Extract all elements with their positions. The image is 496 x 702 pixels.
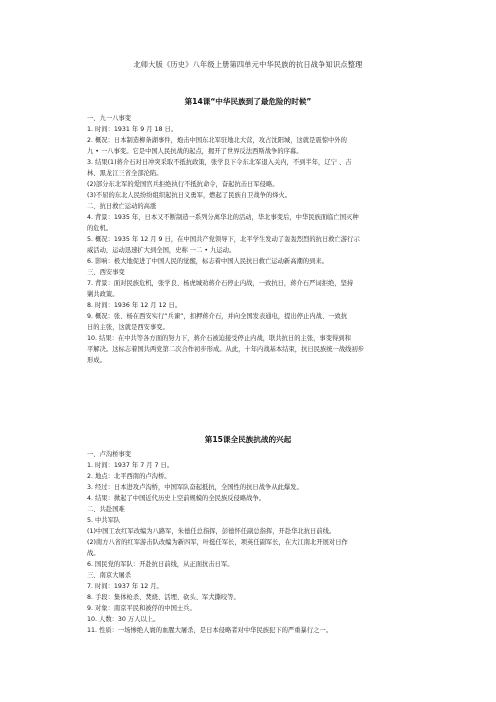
text-line: 平解决。这标志着国共两党第二次合作初步形成。从此，十年内战基本结束，抗日民族统一战线初步 <box>87 346 365 353</box>
text-line: 林、黑龙江三省全部沦陷。 <box>87 170 163 177</box>
lesson-15-title: 第15课全民族抗战的兴起 <box>204 435 292 444</box>
lesson-14-body <box>87 113 422 366</box>
text-line: 威活动，运动迅速扩大到全国，史称 一二 • 九运动。 <box>87 247 236 254</box>
text-line: 8. 时间：1936 年 12 月 12 日。 <box>87 302 182 309</box>
text-line: 4. 背景：1935 年，日本又不断制造一系列分离华北的活动，华北事变后，中华民族面临亡国灭种 <box>87 214 359 221</box>
lesson-14-title: 第14课“中华民族到了最危险的时候” <box>184 97 312 106</box>
text-line: 5. 概况：1935 年 12 月 9 日，在中国共产党领导下，北平学生发动了轰轰烈烈的抗日救亡游行示 <box>87 236 360 243</box>
text-line: 二、共赴国难 <box>87 506 125 513</box>
text-line: 1. 时间：1937 年 7 月 7 日。 <box>87 462 174 469</box>
text-line: 二、抗日救亡运动的高涨 <box>87 203 157 210</box>
text-line: 10. 人数：30 万人以上。 <box>87 616 160 623</box>
text-line: 一、卢沟桥事变 <box>87 451 132 458</box>
text-line: 九 • 一八事变。它是中国人民抗战的起点，揭开了世界反法西斯战争的序幕。 <box>87 148 303 155</box>
text-line: 7. 时间：1937 年 12 月。 <box>87 583 163 590</box>
text-line: 11. 性质：一场惨绝人寰的血腥大屠杀，是日本侵略者对中华民族犯下的严重暴行之一。 <box>87 627 333 634</box>
text-line: 7. 背景：面对民族危机，张学良、杨虎城劝蒋介石停止内战，一致抗日，蒋介石严词拒绝，坚持 <box>87 280 354 287</box>
text-line: 2. 地点：北平西南的卢沟桥。 <box>87 473 171 480</box>
text-line: 战。 <box>87 550 100 557</box>
text-line: 3. 结果(1)蒋介石对日冲突采取不抵抗政策，张学良下令东北军退入关内，不到半年，辽宁 、吉 <box>87 159 352 166</box>
text-line: (2)部分东北军的爱国官兵拒绝执行不抵抗命令，奋起抗击日军侵略。 <box>87 181 279 188</box>
text-line: 三、南京大屠杀 <box>87 572 132 579</box>
text-line: 的危机。 <box>87 225 113 232</box>
text-line: 2. 概况：日本制造柳条湖事件，炮击中国东北军驻地北大营，攻占沈阳城，这就是震惊中外的 <box>87 137 347 144</box>
text-line: 6. 影响：极大地促进了中国人民的觉醒，标志着中国人民抗日救亡运动新高潮的到来。 <box>87 258 328 265</box>
text-line: 三、西安事变 <box>87 269 125 276</box>
text-line: 一、九一八事变 <box>87 115 132 122</box>
text-line: 10. 结果：在中共等各方面的努力下，蒋介石被迫接受停止内战，联共抗日的主张，事变得到和 <box>87 335 351 342</box>
text-line: 8. 手段：集体枪杀、焚烧、活埋、砍头、军犬撕咬等。 <box>87 594 240 601</box>
lesson-15-body <box>87 449 422 636</box>
text-line: 剿共政策。 <box>87 291 119 298</box>
text-line: (2)南方八省的红军游击队改编为新四军，叶挺任军长，项英任副军长，在大江南北开展对日作 <box>87 539 348 546</box>
text-line: 形成。 <box>87 357 106 364</box>
text-line: 9. 概况：张、杨在西安实行“兵谏”，扣押蒋介石，并向全国发表通电，提出停止内战、一致抗 <box>87 313 348 320</box>
document-title: 北师大版《历史》八年级上册第四单元中华民族的抗日战争知识点整理 <box>133 60 363 69</box>
text-line: 4. 结果：掀起了中国近代历史上空前规模的全民族反侵略战争。 <box>87 495 266 502</box>
text-line: (3)不屈的东北人民纷纷组织起抗日义勇军，燃起了民族自卫战争的烽火。 <box>87 192 292 199</box>
text-line: (1)中国工农红军改编为八路军，朱德任总指挥，彭德怀任副总指挥，开赴华北抗日前线。 <box>87 528 336 535</box>
text-line: 5. 中共军队 <box>87 517 121 524</box>
text-line: 日的主张，这就是西安事变。 <box>87 324 169 331</box>
text-line: 3. 经过：日本进攻卢沟桥，中国军队奋起抵抗，全国性的抗日战争从此爆发。 <box>87 484 303 491</box>
text-line: 1. 时间：1931 年 9 月 18 日。 <box>87 126 178 133</box>
text-line: 6. 国民党的军队：开赴抗日前线，从正面抗击日军。 <box>87 561 234 568</box>
text-line: 9. 对象：南京平民和被俘的中国士兵。 <box>87 605 196 612</box>
